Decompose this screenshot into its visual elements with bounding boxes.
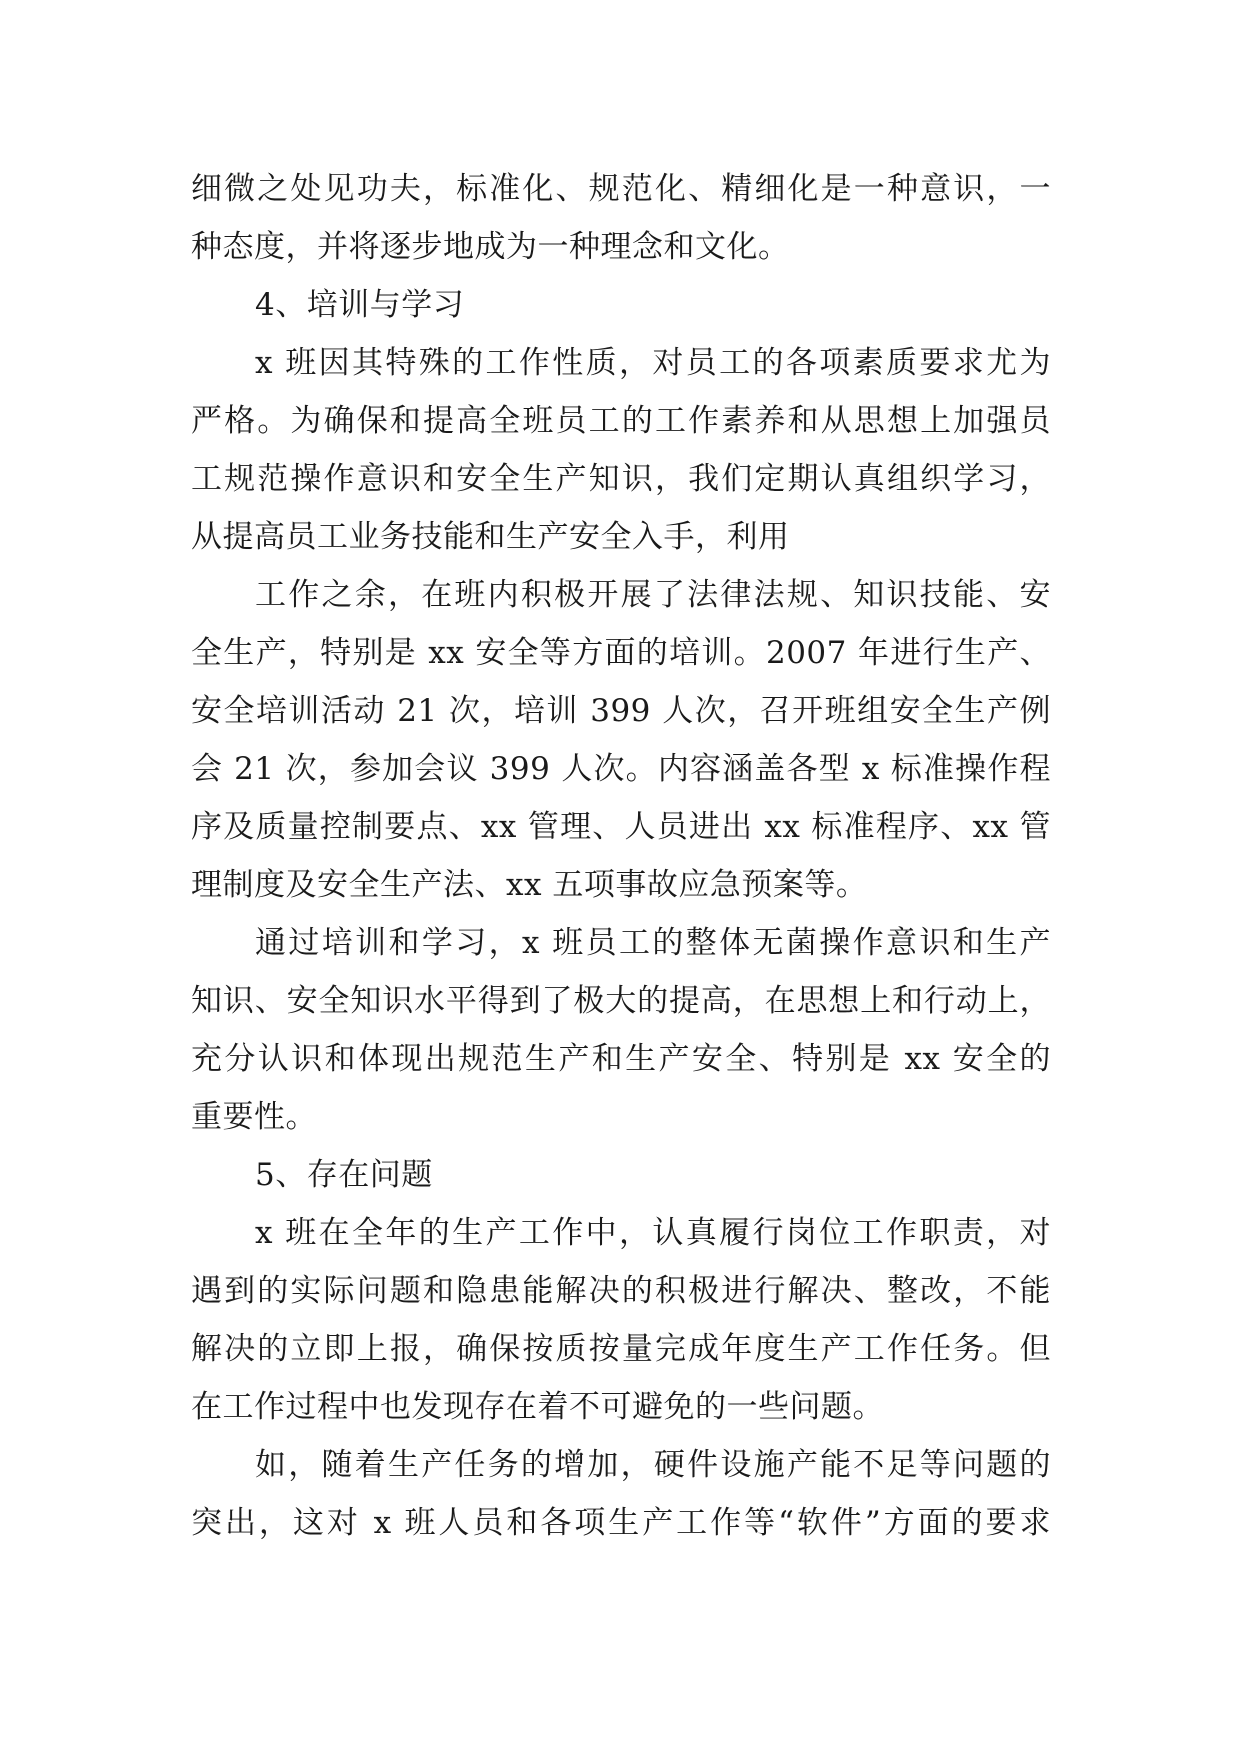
text-line: 种态度，并将逐步地成为一种理念和文化。	[191, 229, 790, 265]
text-line: 工作之余，在班内积极开展了法律法规、知识技能、安	[255, 577, 1051, 613]
text-line: 全生产，特别是 xx 安全等方面的培训。2007 年进行生产、	[191, 635, 1051, 671]
text-line: 遇到的实际问题和隐患能解决的积极进行解决、整改，不能	[191, 1273, 1051, 1309]
text-line: 安全培训活动 21 次，培训 399 人次，召开班组安全生产例	[191, 693, 1051, 729]
text-line: 重要性。	[191, 1099, 317, 1135]
body-text	[191, 160, 1051, 1552]
text-line: 4、培训与学习	[255, 287, 465, 323]
text-line: 如，随着生产任务的增加，硬件设施产能不足等问题的	[255, 1447, 1051, 1483]
text-line: 严格。为确保和提高全班员工的工作素养和从思想上加强员	[191, 403, 1051, 439]
text-line: 序及质量控制要点、xx 管理、人员进出 xx 标准程序、xx 管	[191, 809, 1051, 845]
text-line: 知识、安全知识水平得到了极大的提高，在思想上和行动上，	[191, 983, 1051, 1019]
text-line: 工规范操作意识和安全生产知识，我们定期认真组织学习，	[191, 461, 1051, 497]
text-line: 会 21 次，参加会议 399 人次。内容涵盖各型 x 标准操作程	[191, 751, 1051, 787]
text-line: x 班在全年的生产工作中，认真履行岗位工作职责，对	[255, 1215, 1051, 1251]
text-line: 从提高员工业务技能和生产安全入手，利用	[191, 519, 790, 555]
text-line: 解决的立即上报，确保按质按量完成年度生产工作任务。但	[191, 1331, 1051, 1367]
text-line: 通过培训和学习，x 班员工的整体无菌操作意识和生产	[255, 925, 1051, 961]
text-line: 理制度及安全生产法、xx 五项事故应急预案等。	[191, 867, 868, 903]
text-line: 5、存在问题	[255, 1157, 433, 1193]
text-line: 在工作过程中也发现存在着不可避免的一些问题。	[191, 1389, 884, 1425]
text-line: x 班因其特殊的工作性质，对员工的各项素质要求尤为	[255, 345, 1051, 381]
text-line: 充分认识和体现出规范生产和生产安全、特别是 xx 安全的	[191, 1041, 1051, 1077]
text-line: 突出，这对 x 班人员和各项生产工作等“软件”方面的要求	[191, 1505, 1051, 1541]
text-line: 细微之处见功夫，标准化、规范化、精细化是一种意识，一	[191, 171, 1051, 207]
